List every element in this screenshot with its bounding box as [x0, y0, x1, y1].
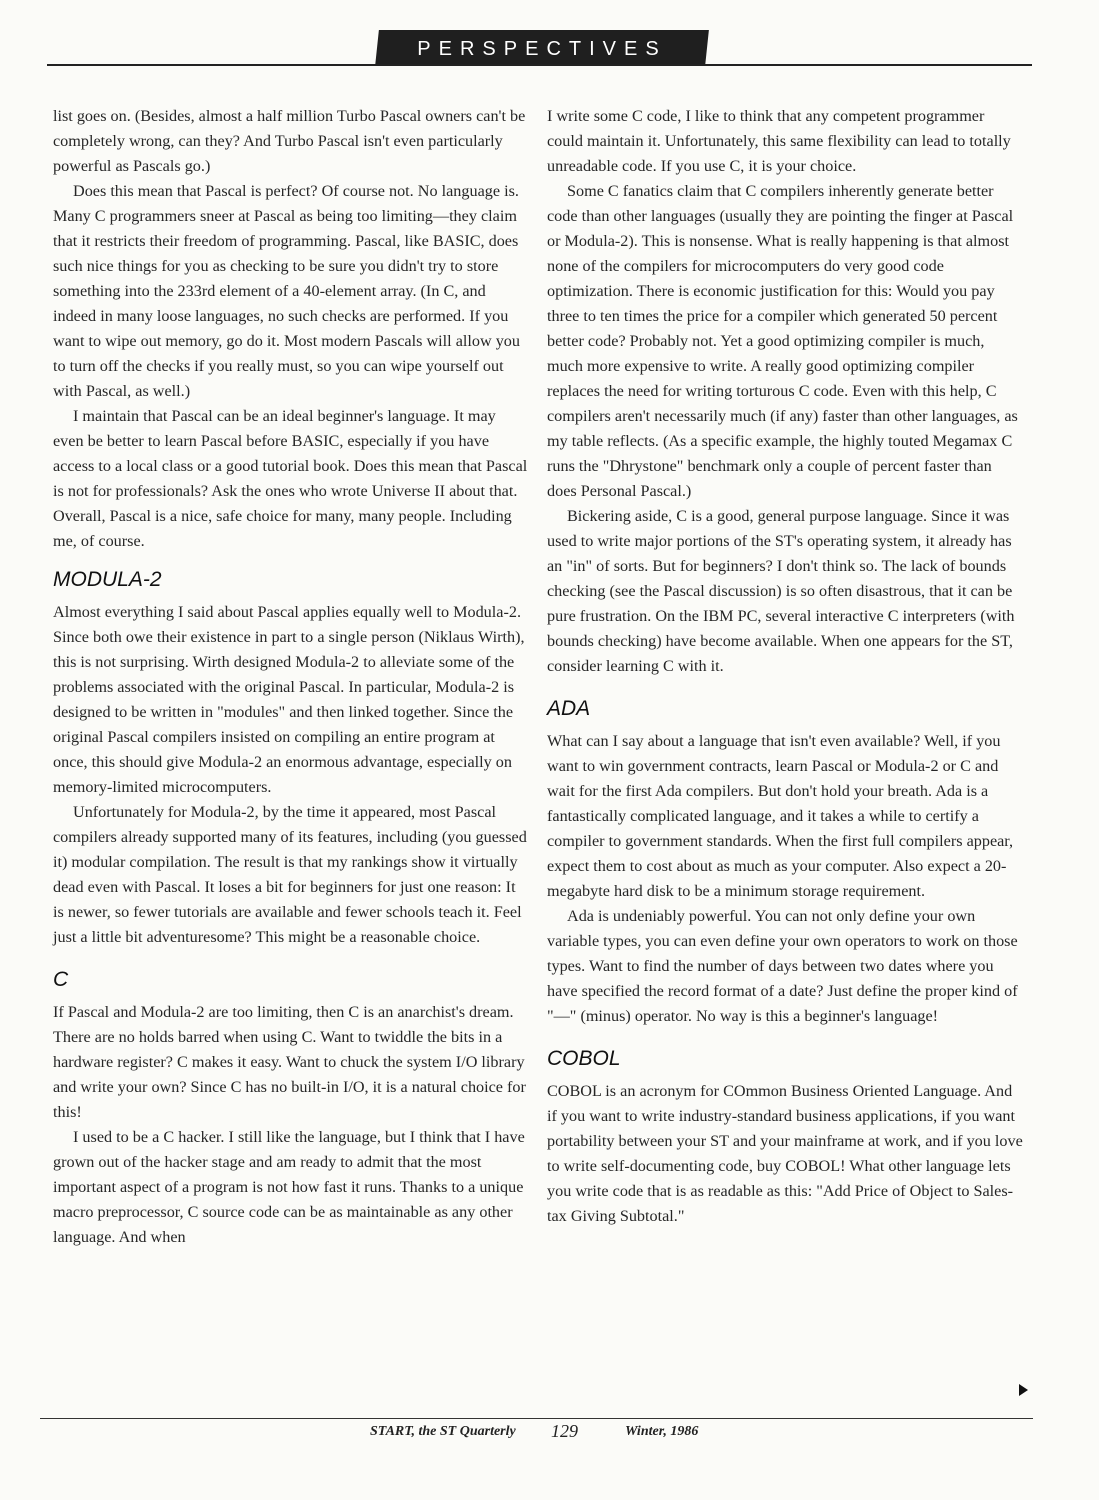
paragraph: I used to be a C hacker. I still like the language, but I think that I have grown out of the hacker stage and am ready to admit that the most important aspect of a program is not how fast it runs. Thanks to a unique macro preprocessor, C source code can be as maintainable as any other language. And when: [53, 1128, 525, 1246]
paragraph: Ada is undeniably powerful. You can not only define your own variable types, you can even define your own operators to work on those types. Want to find the number of days between two dates where you have specified the record format of a date? Just define the proper kind of "—" (minus) operator. No way is this a beginner's language!: [547, 907, 1018, 1025]
footer-rule: [40, 1418, 1033, 1419]
footer-magazine-title: START, the ST Quarterly: [370, 1424, 516, 1439]
paragraph: Bickering aside, C is a good, general purpose language. Since it was used to write major portions of the ST's operating system, it already has an "in" of sorts. But for beginners? I don't think so. The lack of bounds checking (see the Pascal discussion) is so often disastrous, that it can be pure frustration. On the IBM PC, several interactive C interpreters (with bounds checking) have become available. When one appears for the ST, consider learning C with it.: [547, 507, 1015, 675]
paragraph: Almost everything I said about Pascal applies equally well to Modula-2. Since both owe their existence in part to a single person (Niklaus Wirth), this is not surprising. Wirth designed Modula-2 to alleviate some of the problems associated with the original Pascal. In particular, Modula-2 is designed to be written in "modules" and then linked together. Since the original Pascal compilers insisted on compiling an entire program at once, this should give Modula-2 an enormous advantage, especially on memory-limited microcomputers.: [53, 603, 525, 796]
continue-arrow-icon: [1019, 1384, 1028, 1396]
paragraph: Some C fanatics claim that C compilers inherently generate better code than other languages (usually they are pointing the finger at Pascal or Modula-2). This is nonsense. What is really happening is that almost none of the compilers for microcomputers do very good code optimization. There is economic justification for this: Would you pay three to ten times the price for a compiler which generated 50 percent better code? Probably not. Yet a good optimizing compiler is much, much more expensive to write. A really good optimizing compiler replaces the need for writing torturous C code. Even with this help, C compilers aren't necessarily much (if any) faster than other languages, as my table reflects. (As a specific example, the highly touted Megamax C runs the "Dhrystone" benchmark only a couple of percent faster than does Personal Pascal.): [547, 182, 1018, 500]
paragraph: I maintain that Pascal can be an ideal beginner's language. It may even be better to learn Pascal before BASIC, especially if you have access to a local class or a good tutorial book. Does this mean that Pascal is not for professionals? Ask the ones who wrote Universe II about that. Overall, Pascal is a nice, safe choice for many, many people. Including me, of course.: [53, 407, 528, 550]
paragraph: I write some C code, I like to think that any competent programmer could maintain it. Unfortunately, this same flexibility can lead to totally unreadable code. If you use C, it is your choice.: [547, 107, 1011, 175]
paragraph: What can I say about a language that isn't even available? Well, if you want to win government contracts, learn Pascal or Modula-2 or C and wait for the first Ada compilers. But don't hold your breath. Ada is a fantastically complicated language, and it takes a while to certify a compiler to government standards. When the first full compilers appear, expect them to cost about as much as your computer. Also expect a 20-megabyte hard disk to be a minimum storage requirement.: [547, 732, 1014, 900]
section-title: PERSPECTIVES: [417, 38, 667, 60]
heading-modula-2: MODULA-2: [53, 568, 162, 591]
paragraph: If Pascal and Modula-2 are too limiting, then C is an anarchist's dream. There are no holds barred when using C. Want to twiddle the bits in a hardware register? C makes it easy. Want to chuck the system I/O library and write your own? Since C has no built-in I/O, it is a natural choice for this!: [53, 1003, 526, 1121]
paragraph: COBOL is an acronym for COmmon Business Oriented Language. And if you want to write industry-standard business applications, if you want portability between your ST and your mainframe at work, and if you love to write self-documenting code, buy COBOL! What other language lets you write code that is as readable as this: "Add Price of Object to Sales-tax Giving Subtotal.": [547, 1082, 1023, 1225]
paragraph: Unfortunately for Modula-2, by the time it appeared, most Pascal compilers already supported many of its features, including (you guessed it) modular compilation. The result is that my rankings show it virtually dead even with Pascal. It loses a bit for beginners for just one reason: It is newer, so fewer tutorials are available and fewer schools teach it. Feel just a little bit adventuresome? This might be a reasonable choice.: [53, 803, 527, 946]
issue-date: Winter, 1986: [625, 1424, 699, 1439]
right-column: [547, 104, 1023, 1229]
paragraph: Does this mean that Pascal is perfect? Of course not. No language is. Many C programmers sneer at Pascal as being too limiting—they claim that it restricts their freedom of programming. Pascal, like BASIC, does such nice things for you as checking to be sure you didn't try to store something into the 233rd element of a 40-element array. (In C, and indeed in many loose languages, no such checks are performed. If you want to wipe out memory, go do it. Most modern Pascals will allow you to turn off the checks if you really must, so you can wipe yourself out with Pascal, as well.): [53, 182, 520, 400]
header-rule: [47, 64, 1032, 66]
heading-c: C: [53, 968, 69, 991]
left-column: [53, 104, 529, 1250]
page-number: 129: [551, 1421, 578, 1441]
heading-ada: ADA: [547, 697, 591, 720]
heading-cobol: COBOL: [547, 1047, 621, 1070]
paragraph: list goes on. (Besides, almost a half million Turbo Pascal owners can't be completely wrong, can they? And Turbo Pascal isn't even particularly powerful as Pascals go.): [53, 107, 526, 175]
